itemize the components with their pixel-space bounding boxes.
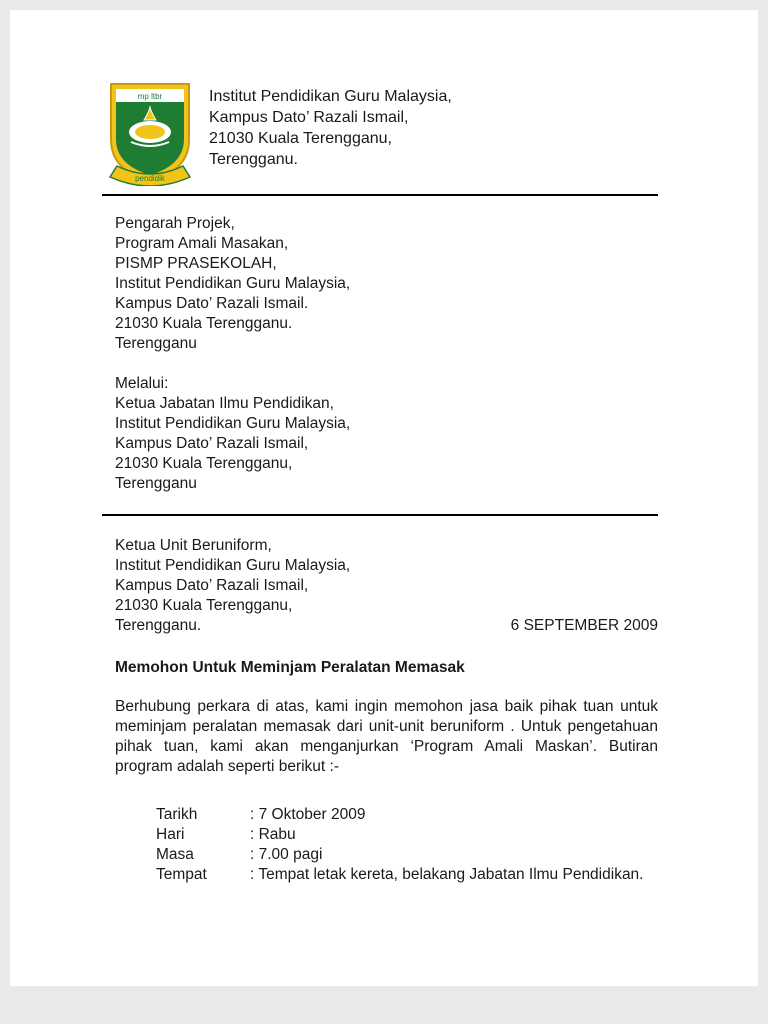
- date-line: [115, 616, 658, 636]
- detail-row-tempat: [156, 865, 658, 885]
- melalui-line: 21030 Kuala Terengganu,: [115, 455, 293, 472]
- addressee-line: 21030 Kuala Terengganu,: [115, 597, 293, 614]
- letterhead-address-line: 21030 Kuala Terengganu,: [209, 130, 392, 147]
- addressee-last-line: Terengganu.: [115, 617, 202, 634]
- recipient-line: Pengarah Projek,: [115, 215, 235, 232]
- melalui-line: Kampus Dato’ Razali Ismail,: [115, 435, 309, 452]
- detail-label: Masa: [156, 846, 194, 863]
- crest-ribbon-text: pendidik: [135, 174, 165, 183]
- detail-label: Tempat: [156, 866, 207, 883]
- letter-date: 6 SEPTEMBER 2009: [510, 617, 658, 634]
- recipient-line: Terengganu: [115, 335, 197, 352]
- letterhead-address: [209, 80, 452, 170]
- section-divider: [102, 514, 658, 516]
- detail-label: Tarikh: [156, 806, 198, 823]
- recipient-block: [115, 214, 658, 354]
- recipient-line: PISMP PRASEKOLAH,: [115, 255, 277, 272]
- letterhead: [103, 80, 658, 186]
- recipient-line: Kampus Dato’ Razali Ismail.: [115, 295, 309, 312]
- subject-heading: Memohon Untuk Meminjam Peralatan Memasak: [115, 659, 465, 676]
- body-paragraph: Berhubung perkara di atas, kami ingin memohon jasa baik pihak tuan untuk meminjam peralatan memasak dari unit-unit beruniform . Untuk pengetahuan pihak tuan, kami akan menganjurkan ‘Program Amali Maskan’. Butiran program adalah seperti berikut :-: [115, 698, 658, 775]
- program-details: [115, 805, 658, 885]
- melalui-line: Terengganu: [115, 475, 197, 492]
- detail-row-masa: [156, 845, 658, 865]
- letterhead-address-line: Kampus Dato’ Razali Ismail,: [209, 109, 409, 126]
- addressee-block: [115, 536, 658, 636]
- letterhead-address-line: Institut Pendidikan Guru Malaysia,: [209, 88, 452, 105]
- institution-crest-logo: [103, 80, 197, 186]
- letter-page: [10, 10, 758, 986]
- melalui-block: [115, 374, 658, 494]
- letterhead-address-line: Terengganu.: [209, 151, 298, 168]
- addressee-line: Kampus Dato’ Razali Ismail,: [115, 577, 309, 594]
- detail-value: : 7.00 pagi: [250, 846, 323, 863]
- letterhead-divider: [102, 194, 658, 196]
- detail-row-hari: [156, 825, 658, 845]
- crest-top-text: mp ltbr: [137, 92, 163, 101]
- detail-value: : 7 Oktober 2009: [250, 806, 366, 823]
- detail-value: : Rabu: [250, 826, 296, 843]
- detail-row-tarikh: [156, 805, 658, 825]
- recipient-line: Institut Pendidikan Guru Malaysia,: [115, 275, 351, 292]
- melalui-line: Institut Pendidikan Guru Malaysia,: [115, 415, 351, 432]
- recipient-line: 21030 Kuala Terengganu.: [115, 315, 293, 332]
- detail-value: : Tempat letak kereta, belakang Jabatan Ilmu Pendidikan.: [250, 866, 644, 883]
- melalui-line: Ketua Jabatan Ilmu Pendidikan,: [115, 395, 334, 412]
- melalui-label: Melalui:: [115, 375, 169, 392]
- recipient-line: Program Amali Masakan,: [115, 235, 289, 252]
- detail-label: Hari: [156, 826, 185, 843]
- addressee-line: Institut Pendidikan Guru Malaysia,: [115, 557, 351, 574]
- addressee-line: Ketua Unit Beruniform,: [115, 537, 272, 554]
